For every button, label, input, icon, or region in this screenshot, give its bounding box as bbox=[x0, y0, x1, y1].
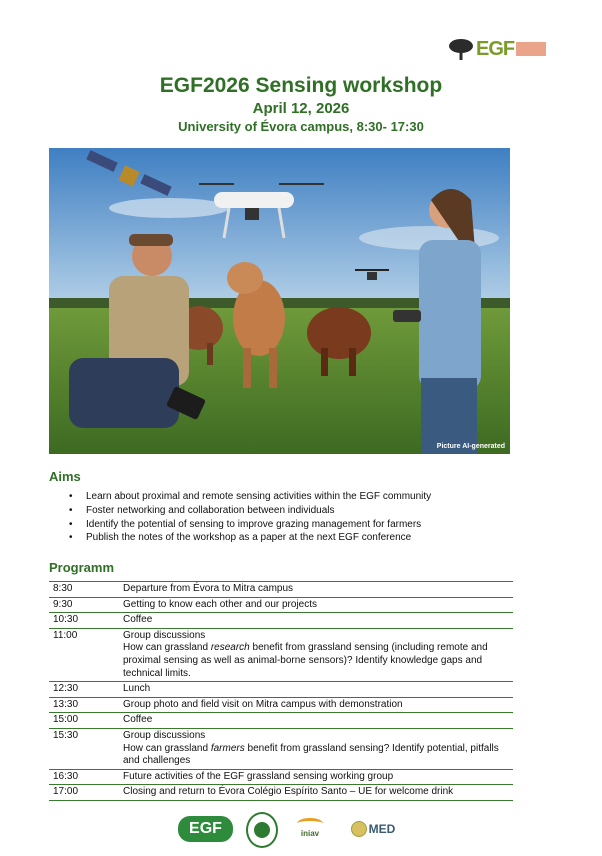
iniav-logo: iniav bbox=[290, 812, 330, 844]
row-activity: Getting to know each other and our projects bbox=[119, 597, 513, 613]
table-row bbox=[49, 582, 513, 598]
list-item: • Publish the notes of the workshop as a paper at the next EGF conference bbox=[64, 531, 431, 545]
programme-heading: Programm bbox=[49, 560, 115, 575]
row-time: 15:00 bbox=[49, 713, 119, 729]
egf-logo-bottom: EGF bbox=[178, 816, 233, 842]
table-row bbox=[49, 697, 513, 713]
row-activity-title: Group discussions bbox=[123, 729, 206, 741]
row-time: 12:30 bbox=[49, 682, 119, 698]
row-activity: Closing and return to Évora Colégio Espírito Santo – UE for welcome drink bbox=[119, 785, 513, 801]
egf-logo-text: EGF bbox=[476, 37, 515, 60]
row-time: 9:30 bbox=[49, 597, 119, 613]
med-logo: MED bbox=[345, 818, 401, 840]
row-activity bbox=[119, 728, 513, 769]
table-row bbox=[49, 713, 513, 729]
list-item: • Foster networking and collaboration between individuals bbox=[64, 504, 431, 518]
row-activity-detail: How can grassland research benefit from grassland sensing (including remote and proximal sensing as well as animal-borne sensors)? Identify knowledge gaps and technical limits. bbox=[123, 642, 488, 679]
photo-caption: Picture AI-generated bbox=[436, 443, 505, 450]
row-time: 8:30 bbox=[49, 582, 119, 598]
aims-heading: Aims bbox=[49, 469, 81, 484]
row-time: 11:00 bbox=[49, 628, 119, 681]
programme-table bbox=[49, 581, 513, 801]
university-seal-logo bbox=[246, 812, 278, 848]
row-time: 17:00 bbox=[49, 785, 119, 801]
row-time: 13:30 bbox=[49, 697, 119, 713]
page-title: EGF2026 Sensing workshop bbox=[159, 74, 443, 97]
table-row bbox=[49, 728, 513, 769]
row-activity: Future activities of the EGF grassland sensing working group bbox=[119, 769, 513, 785]
table-row bbox=[49, 682, 513, 698]
event-venue: University of Évora campus, 8:30- 17:30 bbox=[178, 119, 424, 134]
hero-photo bbox=[49, 148, 510, 454]
aims-list bbox=[64, 490, 431, 545]
field-scene-illustration bbox=[49, 148, 510, 454]
row-activity: Departure from Évora to Mitra campus bbox=[119, 582, 513, 598]
row-activity: Group photo and field visit on Mitra campus with demonstration bbox=[119, 697, 513, 713]
arc-icon bbox=[297, 818, 323, 829]
row-time: 10:30 bbox=[49, 613, 119, 629]
table-row bbox=[49, 597, 513, 613]
row-time: 16:30 bbox=[49, 769, 119, 785]
table-row bbox=[49, 769, 513, 785]
table-row bbox=[49, 628, 513, 681]
med-emblem-icon bbox=[351, 821, 367, 837]
partner-logos bbox=[0, 810, 602, 850]
list-item: • Identify the potential of sensing to improve grazing management for farmers bbox=[64, 518, 431, 532]
conference-tag bbox=[516, 42, 546, 56]
tree-icon bbox=[448, 36, 474, 62]
row-activity-detail: How can grassland farmers benefit from grassland sensing? Identify potential, pitfalls and challenges bbox=[123, 742, 499, 767]
event-date: April 12, 2026 bbox=[252, 100, 350, 117]
row-activity-title: Group discussions bbox=[123, 629, 206, 641]
egf-logo-top bbox=[448, 34, 548, 64]
row-activity bbox=[119, 628, 513, 681]
row-time: 15:30 bbox=[49, 728, 119, 769]
table-row bbox=[49, 613, 513, 629]
table-row bbox=[49, 785, 513, 801]
row-activity: Coffee bbox=[119, 613, 513, 629]
list-item: • Learn about proximal and remote sensing activities within the EGF community bbox=[64, 490, 431, 504]
row-activity: Coffee bbox=[119, 713, 513, 729]
row-activity: Lunch bbox=[119, 682, 513, 698]
